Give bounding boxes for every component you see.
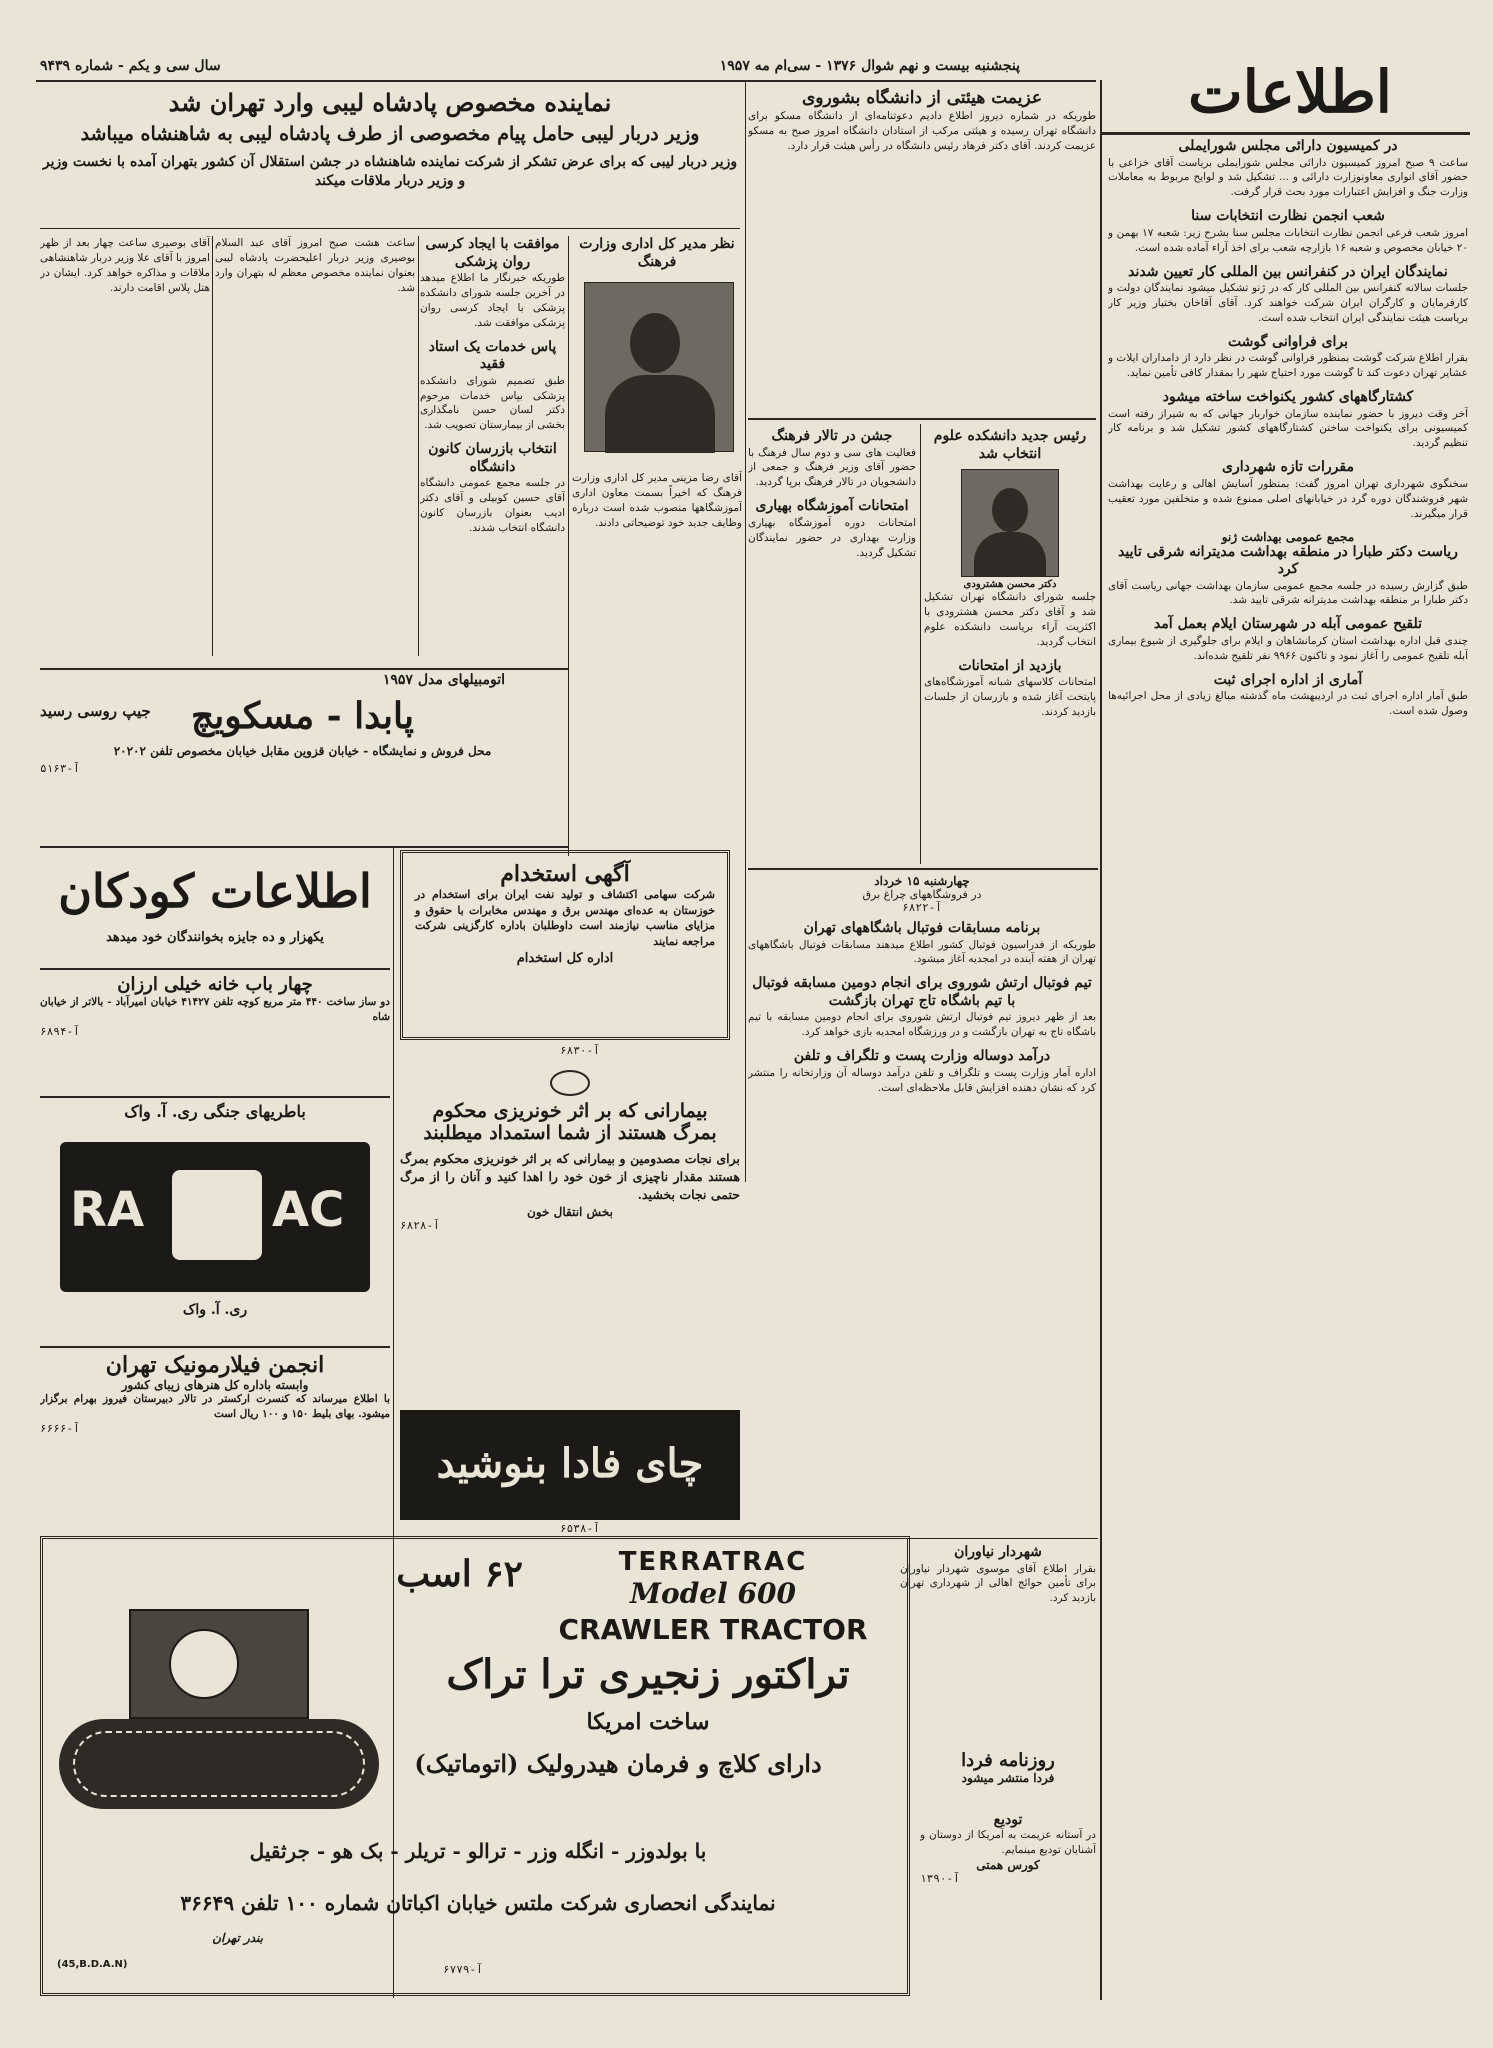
house-ad: [40, 974, 390, 1094]
tractor-ad: [40, 1536, 910, 1996]
battery-ad-line2: ری. آ. واک: [182, 1302, 248, 1318]
article-title: تیم فوتبال ارتش شوروی برای انجام دومین مسابقه فوتبال با تیم باشگاه تاج تهران بازگشت: [752, 975, 1092, 1009]
phil-ad-body: با اطلاع میرساند که کنسرت ارکستر در تالار دبیرستان فیروز بهرام برگزار میشود. بهای بلیط ۱۵۰ و ۱۰۰ ریال است: [40, 1393, 390, 1420]
tractor-fa-line3: نمایندگی انحصاری شرکت ملتس خیابان اکباتان شماره ۱۰۰ تلفن ۳۶۶۴۹: [180, 1891, 776, 1915]
article-title: رئیس جدید دانشکده علوم انتخاب شد: [933, 428, 1087, 462]
article-title: تلقیح عمومی آبله در شهرستان ایلام بعمل آمد: [1153, 616, 1423, 633]
phil-ad-title: انجمن فیلارمونیک تهران: [105, 1352, 325, 1378]
tractor-illustration: [59, 1609, 379, 1829]
tractor-fa-title: تراکتور زنجیری ترا تراک: [446, 1651, 850, 1698]
article-body: جلسات سالانه کنفرانس بین المللی کار که در ژنو تشکیل میشود نمایندگان دولت و کارفرمایان و کارگران ایران شرکت خواهند کرد. آقای آقاخان بختیار وزیر کار بریاست هیئت نمایندگی ایران انتخاب شده است.: [1108, 282, 1468, 324]
article-body: طوریکه خبرنگار ما اطلاع میدهد در آخرین جلسه شورای دانشکده پزشکی با ایجاد کرسی روان پزشکی موافقت شد.: [420, 272, 565, 329]
tomorrow-title: روزنامه فردا: [961, 1750, 1055, 1771]
article-body: طبق تصمیم شورای دانشکده پزشکی بپاس خدمات مرحوم دکتر لسان حسن نامگذاری بخشی از بیمارستان تصویب شد.: [420, 374, 565, 432]
article-title: شعب انجمن نظارت انتخابات سنا: [1191, 208, 1385, 225]
article-body: امتحانات دوره آموزشگاه بهیاری وزارت بهداری در حضور نمایندگان تشکیل گردید.: [748, 516, 916, 559]
portrait-photo: [961, 469, 1059, 577]
article-title: کشتارگاههای کشور یکنواخت ساخته میشود: [1162, 389, 1414, 406]
car-ad-line2: جیپ روسی رسید: [40, 702, 151, 720]
tractor-hp: ۶۲ اسب: [396, 1553, 523, 1595]
farewell-sign: کورس همتی: [976, 1857, 1040, 1872]
farewell-title: تودیع: [993, 1812, 1023, 1828]
car-ad-line3: محل فروش و نمایشگاه - خیابان قزوین مقابل خیابان مخصوص تلفن ۲۰۲۰۲: [113, 744, 492, 758]
article-body: جلسه شورای دانشگاه تهران تشکیل شد و آقای دکتر محسن هشترودی با اکثریت آراء بریاست دانشکده علوم انتخاب گردید.: [924, 591, 1096, 648]
article-title: شهردار نیاوران: [954, 1544, 1042, 1560]
blood-ad-title1: بیمارانی که بر اثر خونریزی محکوم: [432, 1100, 708, 1122]
article-body: اداره آمار وزارت پست و تلگراف و تلفن درآمد دوساله آن وزارتخانه را منتشر کرد که نشان دهنده افزایش قابل ملاحظه‌ای است.: [748, 1066, 1096, 1094]
article-title: آماری از اداره اجرای ثبت: [1213, 671, 1363, 688]
car-ad-brand: پابدا - مسکویچ: [190, 695, 415, 737]
article-body: بقرار اطلاع شرکت گوشت بمنظور فراوانی گوشت در نظر دارد از دامداران ایلات و عشایر تهران دعوت کند تا گوشت مورد احتیاج شهر را بمقدار کافی تأمین نماید.: [1108, 352, 1468, 380]
article-body: در جلسه مجمع عمومی دانشگاه آقای حسین کوبیلی و آقای دکتر ادیب بعنوان بازرسان کانون دانشگاه انتخاب شدند.: [420, 477, 565, 534]
ad-code: آ-۶۷۷۹: [443, 1963, 483, 1976]
ad-code: آ-۱۳۹۰: [920, 1871, 960, 1885]
lead-deck: وزیر دربار لیبی که برای عرض تشکر از شرکت نماینده شاهنشاه در جشن استقلال آن کشور بتهران آمده با نخست وزیر و وزیر دربار ملاقات میکند: [42, 153, 738, 189]
article-body: امروز شعب فرعی انجمن نظارت انتخابات مجلس سنا بشرح زیر: شعبه ۱۷ بهمن و ۲۰ خیابان مخصوص و شعبه ۱۶ بازارچه شعب برای اخذ آراء آماده شده است.: [1108, 226, 1468, 254]
wed-line2: در فروشگاههای چراغ برق: [862, 888, 982, 901]
article-body: طبق آمار اداره اجرای ثبت در اردیبهشت ماه گذشته مبالغ زیادی از محل اجرائیه‌ها وصول شده است.: [1108, 690, 1468, 718]
ad-code: آ-۶۸۳۰: [560, 1044, 600, 1057]
article-title: بازدید از امتحانات: [958, 657, 1062, 674]
house-ad-title: چهار باب خانه خیلی ارزان: [117, 974, 313, 995]
lead-body-a: ساعت هشت صبح امروز آقای عبد السلام بوصیری وزیر دربار اعلیحضرت پادشاه لیبی بعنوان نماینده مخصوص معظم له بتهران وارد شد.: [215, 237, 415, 294]
job-ad-title: آگهی استخدام: [500, 861, 630, 887]
article-body: آقای رضا مزینی مدیر کل اداری وزارت فرهنگ که اخیراً بسمت معاون اداری آموزشگاهها منصوب شده است درباره وظایف جدید خود توضیحاتی دادند.: [572, 472, 742, 529]
article-title: درآمد دوساله وزارت پست و تلگراف و تلفن: [793, 1048, 1051, 1065]
ad-code: آ-۶۵۳۸: [560, 1522, 600, 1535]
col2: [748, 88, 1096, 868]
ad-code: آ-۶۸۹۴: [40, 1024, 80, 1038]
battery-cell: [172, 1170, 262, 1260]
article-body: طبق گزارش رسیده در جلسه مجمع عمومی سازمان بهداشت جهانی ریاست آقای دکتر طبارا بر منطقه بهداشت مدیترانه شرقی تایید شد.: [1108, 579, 1468, 607]
col4: [420, 236, 565, 656]
tractor-fa-line1: دارای کلاچ و فرمان هیدرولیک (اتوماتیک): [414, 1749, 822, 1778]
tractor-agency: (45,B.D.A.N): [57, 1959, 128, 1970]
battery-brand-right: AC: [272, 1182, 345, 1238]
article-title: برای فراوانی گوشت: [1227, 333, 1349, 350]
article-body: امتحانات کلاسهای شبانه آموزشگاه‌های پایتخت آغاز شده و بازرسان از جلسات بازدید کردند.: [924, 676, 1096, 718]
tractor-fa-line2: با بولدوزر - انگله وزر - ترالو - تریلر - بک هو - جرثقیل: [249, 1839, 707, 1863]
phil-ad-subtitle: وابسته باداره کل هنرهای زیبای کشور: [121, 1378, 309, 1392]
article-title: ریاست دکتر طبارا در منطقه بهداشت مدیترانه شرقی تایید کرد: [1118, 543, 1458, 577]
lead-headline: نماینده مخصوص پادشاه لیبی وارد تهران شد: [168, 88, 612, 117]
article-title: نمایندگان ایران در کنفرانس بین المللی کار تعیین شدند: [1128, 263, 1448, 280]
tractor-fa-made: ساخت امریکا: [586, 1709, 710, 1735]
photo-caption: دکتر محسن هشترودی: [963, 579, 1057, 590]
job-ad-body: شرکت سهامی اکتشاف و تولید نفت ایران برای استخدام در خوزستان به عده‌ای مهندس برق و مهندس مخابرات با حقوق و مزایای مناسب نیازمند است داوطلبان باداره کارگزینی شرکت مراجعه نمایند: [415, 888, 715, 948]
job-ad-footer: اداره کل استخدام: [516, 951, 614, 967]
ad-code: آ-۵۱۶۳: [40, 762, 80, 775]
tractor-model: Model 600: [630, 1577, 796, 1610]
article-title: امتحانات آموزشگاه بهیاری: [755, 498, 909, 515]
battery-ad: [40, 1102, 390, 1342]
article-body: طوریکه در شماره دیروز اطلاع دادیم دعوتنامه‌ای از دانشگاه مسکو برای دانشگاه تهران رسیده و هیئتی مرکب از استادان دانشگاه امروز صبح به مسکو عزیمت کردند. آقای دکتر فرهاد رئیس دانشگاه در رأس هیئت قرار دارد.: [748, 110, 1096, 153]
tractor-brand: TERRATRAC: [618, 1547, 808, 1577]
red-lion-emblem-icon: [550, 1070, 590, 1096]
header-issue: سال سی و یکم - شماره ۹۴۳۹: [40, 58, 221, 74]
blood-ad-title2: بمرگ هستند از شما استمداد میطلبند: [423, 1122, 717, 1144]
article-title: پاس خدمات یک استاد فقید: [428, 338, 557, 373]
article-title: عزیمت هیئتی از دانشگاه بشوروی: [802, 88, 1042, 108]
ad-code: آ-۶۸۲۸: [400, 1219, 440, 1233]
battery-brand-left: RA: [70, 1182, 145, 1238]
battery-ad-line1: باطریهای جنگی ری. آ. واک: [124, 1102, 306, 1121]
battery-illustration: [60, 1142, 370, 1292]
lead-subheadline: وزیر دربار لیبی حامل پیام مخصوصی از طرف پادشاه لیبی به شاهنشاه میباشد: [80, 123, 700, 145]
ad-code: آ-۶۶۶۶: [40, 1421, 80, 1435]
farewell-notice: [920, 1812, 1096, 1992]
tomorrow-body: فردا منتشر میشود: [961, 1771, 1055, 1785]
col3: [572, 236, 742, 856]
tomorrow-notice: [920, 1750, 1096, 1810]
article-title: مقررات تازه شهرداری: [1222, 459, 1354, 476]
tea-ad-slogan: چای فادا بنوشید: [436, 1440, 704, 1487]
kids-ad-logo: اطلاعات کودکان: [58, 864, 372, 918]
car-ad-line1: اتومبیلهای مدل ۱۹۵۷: [382, 672, 505, 688]
farewell-body: در آستانه عزیمت به آمریکا از دوستان و آشنایان تودیع مینمایم.: [920, 1829, 1096, 1856]
car-ad: [40, 672, 565, 842]
article-title: جشن در تالار فرهنگ: [771, 428, 893, 444]
right-column: [1108, 138, 1468, 1998]
article-kicker: مجمع عمومی بهداشت ژنو: [1221, 529, 1355, 544]
article-body: طوریکه از فدراسیون فوتبال کشور اطلاع میدهند مسابقات فوتبال باشگاههای تهران از هفته آینده در امجدیه آغاز میشود.: [748, 938, 1096, 966]
article-body: آخر وقت دیروز با حضور نماینده سازمان خواربار جهانی که به شیراز رفته است کمیسیونی برای یکنواخت ساختن کشتارگاههای کشور تشکیل شد و برنامه کار تنظیم گردید.: [1108, 407, 1468, 450]
article-title: در کمیسیون دارائی مجلس شورایملی: [1178, 138, 1398, 154]
article-body: سخنگوی شهرداری تهران امروز گفت: بمنظور آسایش اهالی و رعایت بهداشت شهر فروشندگان دوره گرد در خیابانهای اصلی ممنوع شده و متخلفین مورد تعقیب قرار میگیرند.: [1108, 477, 1468, 520]
house-ad-body: دو ساز ساخت ۴۴۰ متر مربع کوچه تلفن ۴۱۴۲۷ خیابان امیرآباد - بالاتر از خیابان شاه: [40, 996, 390, 1023]
tractor-type: CRAWLER TRACTOR: [558, 1613, 868, 1646]
header-date: پنجشنبه بیست و نهم شوال ۱۳۷۶ - سی‌ام مه ۱۹۵۷: [719, 58, 1020, 74]
blood-ad: [400, 1070, 740, 1320]
article-body: چندی قبل اداره بهداشت استان کرمانشاهان و ایلام برای جلوگیری از شیوع بیماری آبله تلقیح عمومی را آغاز نمود و تاکنون ۹۹۶۶ نفر تلقیح شده‌اند.: [1108, 634, 1468, 662]
article-title: موافقت با ایجاد کرسی روان پزشکی: [425, 236, 560, 270]
sports-section: [748, 874, 1096, 1534]
article-body: ساعت ۹ صبح امروز کمیسیون دارائی مجلس شورایملی برياست آقای خزاعی با حضور آقای انواری معاونوزارت دارائی و ... تشکیل شد و لوایح مربوط به معاملات وزارت جنگ و افزایش اعتبارات مورد بحث قرار گرفت.: [1108, 156, 1468, 199]
philharmonic-ad: [40, 1352, 390, 1522]
article-title: انتخاب بازرسان کانون دانشگاه: [428, 441, 557, 475]
ad-code: آ-۶۸۲۲: [902, 901, 942, 914]
blood-ad-body: برای نجات مصدومین و بیمارانی که بر اثر خونریزی محکوم بمرگ هستند مقدار ناچیزی از خون خود را اهدا کنید و آنان را از مرگ حتمی نجات بخشید.: [400, 1151, 740, 1202]
tractor-signature: بندر تهران: [212, 1931, 263, 1945]
municipality-article: [900, 1544, 1096, 1734]
lead-body-b: آقای بوصیری ساعت چهار بعد از ظهر امروز با آقای علا وزیر دربار شاهنشاهی ملاقات و مذاکره خواهد کرد. ایشان در هتل پلاس اقامت دارند.: [40, 237, 210, 294]
article-body: فعالیت های سی و دوم سال فرهنگ با حضور آقای وزیر فرهنگ و جمعی از دانشجویان در تالار فرهنگ برپا گردید.: [748, 446, 916, 489]
portrait-photo: [584, 282, 734, 452]
article-title: برنامه مسابقات فوتبال باشگاههای تهران: [803, 920, 1041, 936]
article-body: بقرار اطلاع آقای موسوی شهردار نیاوران برای تأمین حوائج اهالی از شهرداری تهران بازدید کرد.: [900, 1562, 1096, 1605]
article-title: نظر مدیر کل اداری وزارت فرهنگ: [579, 236, 735, 270]
job-ad: [400, 850, 730, 1040]
newspaper-logo: اطلاعات: [1188, 58, 1392, 126]
tea-ad: [400, 1410, 740, 1520]
wed-line1: چهارشنبه ۱۵ خرداد: [874, 874, 970, 888]
kids-ad: [40, 852, 390, 992]
kids-ad-line1: یکهزار و ده جایزه بخوانندگان خود میدهد: [106, 930, 324, 945]
article-body: بعد از ظهر دیروز تیم فوتبال ارتش شوروی برای انجام دومین مسابقه با تیم باشگاه تاج به تهران بازگشت و در ورزشگاه امجدیه بازی خواهد کرد.: [748, 1011, 1096, 1039]
blood-ad-footer: بخش انتقال خون: [527, 1205, 613, 1220]
